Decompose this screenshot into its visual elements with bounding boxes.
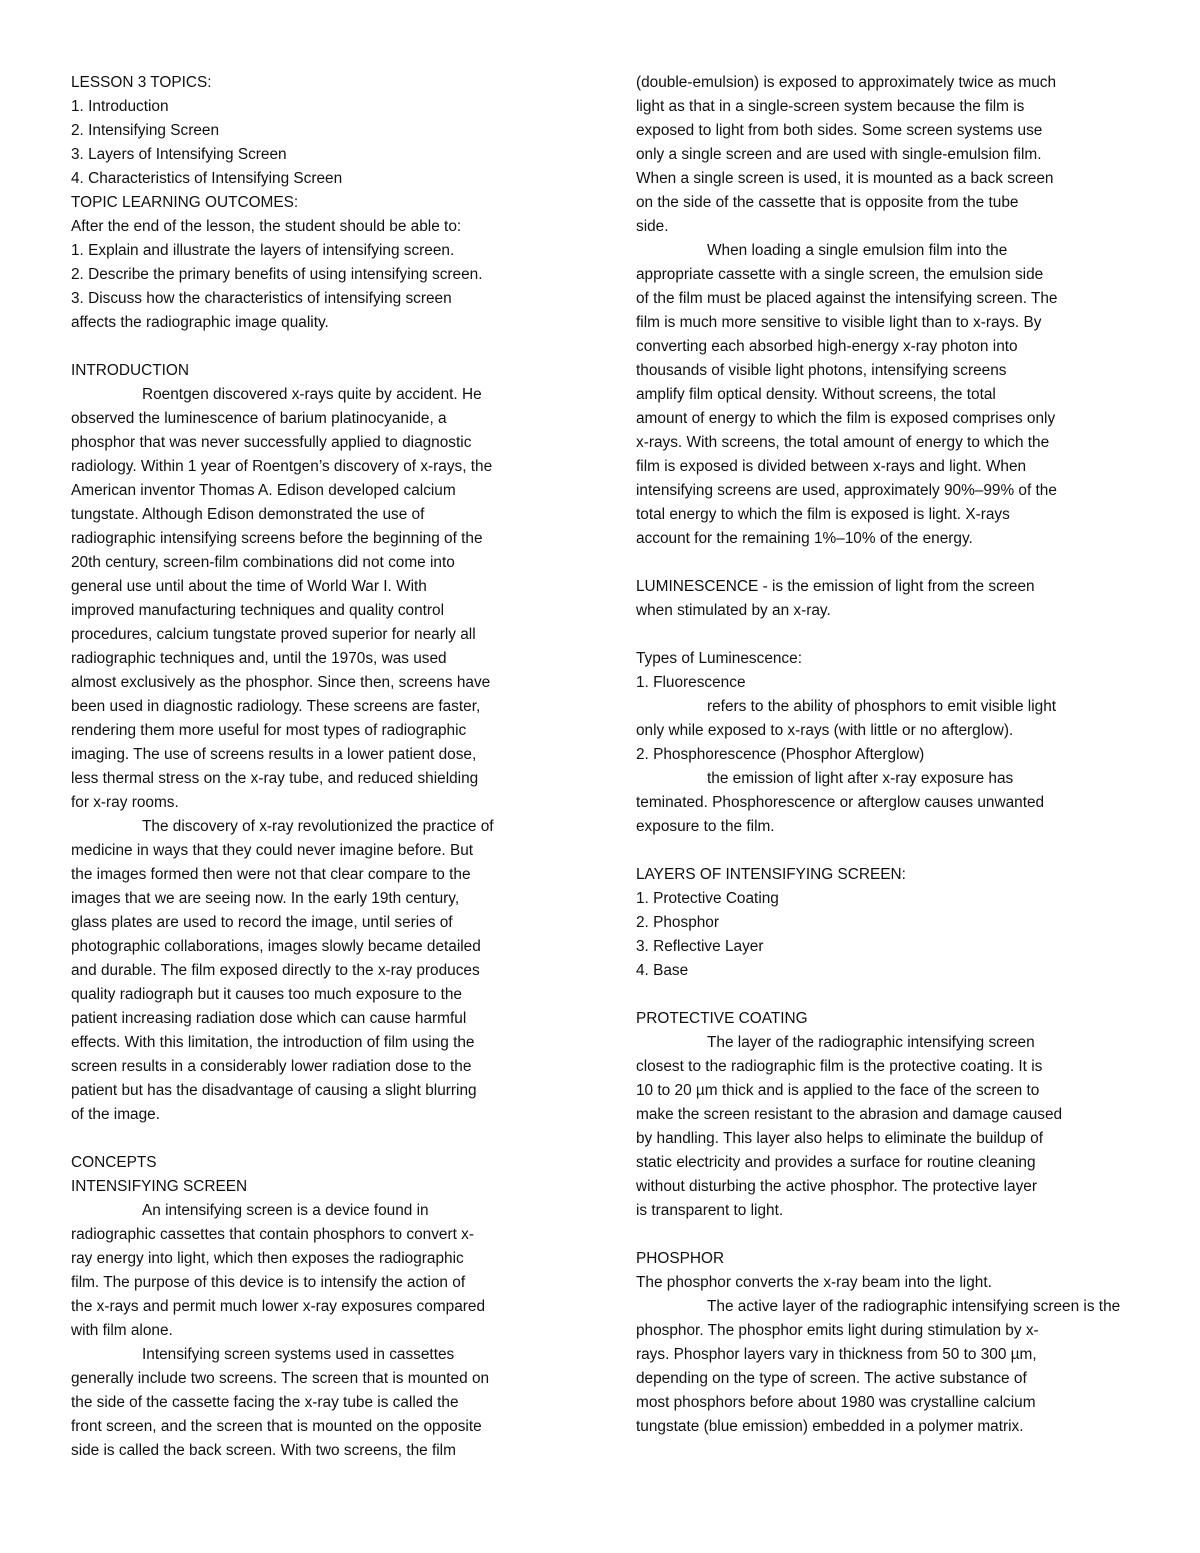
text-line: (double-emulsion) is exposed to approximately twice as much [636,74,1057,91]
text-line: 20th century, screen-film combinations did not come into [71,554,455,571]
text-line: TOPIC LEARNING OUTCOMES: [71,194,299,211]
text-line: thousands of visible light photons, intensifying screens [636,362,1007,379]
blank-line [636,1223,1134,1247]
blank-line [636,839,1134,863]
text-line: glass plates are used to record the image, until series of [71,914,453,931]
text-line: side is called the back screen. With two screens, the film [71,1442,456,1459]
text-line: The discovery of x-ray revolutionized the practice of [142,818,494,835]
text-line: refers to the ability of phosphors to emit visible light [707,698,1057,715]
text-line: screen results in a considerably lower radiation dose to the [71,1058,472,1075]
text-line: 3. Reflective Layer [636,938,764,955]
right-column [636,71,1134,1439]
text-line: the x-rays and permit much lower x-ray exposures compared [71,1298,485,1315]
text-line: x-rays. With screens, the total amount of energy to which the [636,434,1050,451]
text-line: of the film must be placed against the intensifying screen. The [636,290,1058,307]
text-line: quality radiograph but it causes too much exposure to the [71,986,462,1003]
text-line: been used in diagnostic radiology. These screens are faster, [71,698,481,715]
text-line: Types of Luminescence: [636,650,802,667]
text-line: film. The purpose of this device is to intensify the action of [71,1274,466,1291]
text-line: observed the luminescence of barium platinocyanide, a [71,410,447,427]
text-line: radiographic intensifying screens before the beginning of the [71,530,483,547]
text-line: procedures, calcium tungstate proved superior for nearly all [71,626,476,643]
text-line: only while exposed to x-rays (with little or no afterglow). [636,722,1014,739]
text-line: exposure to the film. [636,818,775,835]
text-line: and durable. The film exposed directly to the x-ray produces [71,962,480,979]
text-line: 1. Fluorescence [636,674,746,691]
text-line: Intensifying screen systems used in cassettes [142,1346,455,1363]
text-line: make the screen resistant to the abrasion and damage caused [636,1106,1063,1123]
text-line: LAYERS OF INTENSIFYING SCREEN: [636,866,906,883]
text-line: appropriate cassette with a single screen, the emulsion side [636,266,1044,283]
text-line: affects the radiographic image quality. [71,314,329,331]
blank-line [636,623,1134,647]
left-column [71,71,569,1463]
text-line: only a single screen and are used with single-emulsion film. [636,146,1042,163]
text-line: depending on the type of screen. The active substance of [636,1370,1027,1387]
text-line: medicine in ways that they could never imagine before. But [71,842,474,859]
text-line: improved manufacturing techniques and quality control [71,602,445,619]
text-line: amount of energy to which the film is exposed comprises only [636,410,1056,427]
text-line: Roentgen discovered x-rays quite by accident. He [142,386,482,403]
text-line: the images formed then were not that clear compare to the [71,866,471,883]
text-line: total energy to which the film is exposed is light. X-rays [636,506,1010,523]
text-line: The layer of the radiographic intensifying screen [707,1034,1035,1051]
text-line: rendering them more useful for most types of radiographic [71,722,467,739]
text-line: with film alone. [71,1322,173,1339]
text-line: tungstate. Although Edison demonstrated the use of [71,506,425,523]
text-line: rays. Phosphor layers vary in thickness from 50 to 300 µm, [636,1346,1037,1363]
blank-line [71,1127,569,1151]
text-line: the emission of light after x-ray exposure has [707,770,1014,787]
text-line: generally include two screens. The screen that is mounted on [71,1370,490,1387]
text-line: front screen, and the screen that is mounted on the opposite [71,1418,482,1435]
text-line: photographic collaborations, images slowly became detailed [71,938,481,955]
text-line: American inventor Thomas A. Edison developed calcium [71,482,456,499]
text-line: film is exposed is divided between x-rays and light. When [636,458,1027,475]
text-line: side. [636,218,669,235]
text-line: without disturbing the active phosphor. The protective layer [636,1178,1037,1195]
text-line: converting each absorbed high-energy x-ray photon into [636,338,1018,355]
text-line: when stimulated by an x-ray. [636,602,831,619]
text-line: 4. Characteristics of Intensifying Screen [71,170,343,187]
text-line: ray energy into light, which then exposes the radiographic [71,1250,464,1267]
text-line: almost exclusively as the phosphor. Since then, screens have [71,674,491,691]
text-line: light as that in a single-screen system because the film is [636,98,1025,115]
text-line: patient increasing radiation dose which can cause harmful [71,1010,467,1027]
text-line: effects. With this limitation, the introduction of film using the [71,1034,475,1051]
blank-line [71,335,569,359]
text-line: radiology. Within 1 year of Roentgen’s discovery of x-rays, the [71,458,493,475]
text-line: film is much more sensitive to visible light than to x-rays. By [636,314,1042,331]
text-line: The active layer of the radiographic intensifying screen is the [707,1298,1121,1315]
text-line: phosphor. The phosphor emits light during stimulation by x- [636,1322,1039,1339]
text-line: exposed to light from both sides. Some screen systems use [636,122,1043,139]
text-line: account for the remaining 1%–10% of the energy. [636,530,973,547]
text-line: imaging. The use of screens results in a lower patient dose, [71,746,477,763]
text-line: 2. Describe the primary benefits of using intensifying screen. [71,266,483,283]
text-line: general use until about the time of World War I. With [71,578,427,595]
text-line: radiographic cassettes that contain phosphors to convert x- [71,1226,474,1243]
text-line: 1. Introduction [71,98,169,115]
text-line: tungstate (blue emission) embedded in a polymer matrix. [636,1418,1024,1435]
text-line: the side of the cassette facing the x-ray tube is called the [71,1394,459,1411]
text-line: An intensifying screen is a device found in [142,1202,429,1219]
text-line: images that we are seeing now. In the early 19th century, [71,890,460,907]
text-line: less thermal stress on the x-ray tube, and reduced shielding [71,770,479,787]
text-line: LESSON 3 TOPICS: [71,74,212,91]
text-line: 1. Explain and illustrate the layers of intensifying screen. [71,242,455,259]
text-line: INTRODUCTION [71,362,189,379]
text-line: 2. Phosphorescence (Phosphor Afterglow) [636,746,925,763]
text-line: static electricity and provides a surface for routine cleaning [636,1154,1036,1171]
text-line: 10 to 20 µm thick and is applied to the face of the screen to [636,1082,1040,1099]
text-line: amplify film optical density. Without screens, the total [636,386,996,403]
text-line: phosphor that was never successfully applied to diagnostic [71,434,472,451]
text-line: most phosphors before about 1980 was crystalline calcium [636,1394,1036,1411]
text-line: intensifying screens are used, approximately 90%–99% of the [636,482,1057,499]
text-line: 1. Protective Coating [636,890,779,907]
text-line: closest to the radiographic film is the protective coating. It is [636,1058,1043,1075]
text-line: of the image. [71,1106,160,1123]
text-line: When loading a single emulsion film into the [707,242,1008,259]
text-line: PHOSPHOR [636,1250,725,1267]
text-line: on the side of the cassette that is opposite from the tube [636,194,1019,211]
blank-line [636,983,1134,1007]
text-line: by handling. This layer also helps to eliminate the buildup of [636,1130,1043,1147]
text-line: INTENSIFYING SCREEN [71,1178,248,1195]
text-line: 2. Intensifying Screen [71,122,220,139]
text-line: for x-ray rooms. [71,794,179,811]
text-line: LUMINESCENCE - is the emission of light from the screen [636,578,1035,595]
text-line: When a single screen is used, it is mounted as a back screen [636,170,1054,187]
text-line: teminated. Phosphorescence or afterglow causes unwanted [636,794,1045,811]
text-line: patient but has the disadvantage of causing a slight blurring [71,1082,477,1099]
text-line: The phosphor converts the x-ray beam into the light. [636,1274,992,1291]
text-line: radiographic techniques and, until the 1970s, was used [71,650,447,667]
text-line: 3. Layers of Intensifying Screen [71,146,287,163]
text-line: 3. Discuss how the characteristics of intensifying screen [71,290,452,307]
text-line: PROTECTIVE COATING [636,1010,808,1027]
text-line: CONCEPTS [71,1154,157,1171]
text-line: After the end of the lesson, the student should be able to: [71,218,462,235]
text-line: 2. Phosphor [636,914,719,931]
text-line: 4. Base [636,962,689,979]
text-line: is transparent to light. [636,1202,784,1219]
blank-line [636,551,1134,575]
